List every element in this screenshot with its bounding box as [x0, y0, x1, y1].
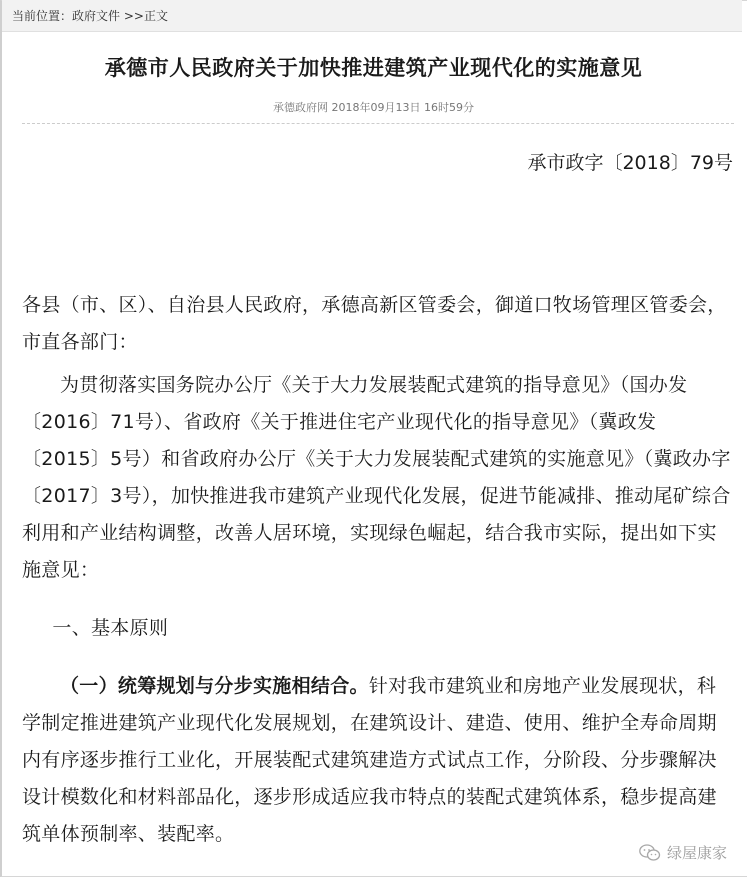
article-source: 承德政府网: [273, 101, 328, 114]
document-number: 承市政字〔2018〕79号: [527, 152, 733, 174]
section-lead: （一）统筹规划与分步实施相结合。: [60, 675, 369, 697]
article-body: [22, 287, 734, 853]
article-meta: [0, 99, 747, 115]
breadcrumb-separator: >>: [120, 8, 144, 23]
salutation-paragraph: 各县（市、区）、自治县人民政府，承德高新区管委会，御道口牧场管理区管委会，市直各部门：: [22, 294, 727, 353]
breadcrumb: [2, 0, 742, 32]
title-divider: [22, 123, 734, 124]
watermark-text: 绿屋康家: [666, 844, 727, 862]
watermark: [639, 842, 727, 863]
section-paragraph: [22, 668, 734, 853]
intro-paragraph: 为贯彻落实国务院办公厅《关于大力发展装配式建筑的指导意见》（国办发〔2016〕71号）、省政府《关于推进住宅产业现代化的指导意见》（冀政发〔2015〕5号）和省政府办公厅《关于大力发展装配式建筑的实施意见》（冀政办字〔2017〕3号），加快推进我市建筑产业现代化发展，促进节能减排、推动尾矿综合利用和产业结构调整，改善人居环境，实现绿色崛起，结合我市实际，提出如下实施意见：: [22, 374, 731, 581]
wechat-icon: [639, 844, 661, 862]
section-text: 针对我市建筑业和房地产业发展现状，科学制定推进建筑产业现代化发展规划，在建筑设计、建造、使用、维护全寿命周期内有序逐步推行工业化，开展装配式建筑建造方式试点工作，分阶段、分步骤解决设计模数化和材料部品化，逐步形成适应我市特点的装配式建筑体系，稳步提高建筑单体预制率、装配率。: [22, 675, 717, 845]
breadcrumb-item-body[interactable]: 正文: [143, 9, 168, 23]
section-heading: 一、基本原则: [52, 617, 169, 639]
article-datetime: 2018年09月13日 16时59分: [331, 101, 474, 114]
breadcrumb-item-gov-files[interactable]: 政府文件: [72, 9, 121, 23]
page-title: 承德市人民政府关于加快推进建筑产业现代化的实施意见: [104, 56, 643, 80]
breadcrumb-label: 当前位置：: [12, 9, 73, 23]
